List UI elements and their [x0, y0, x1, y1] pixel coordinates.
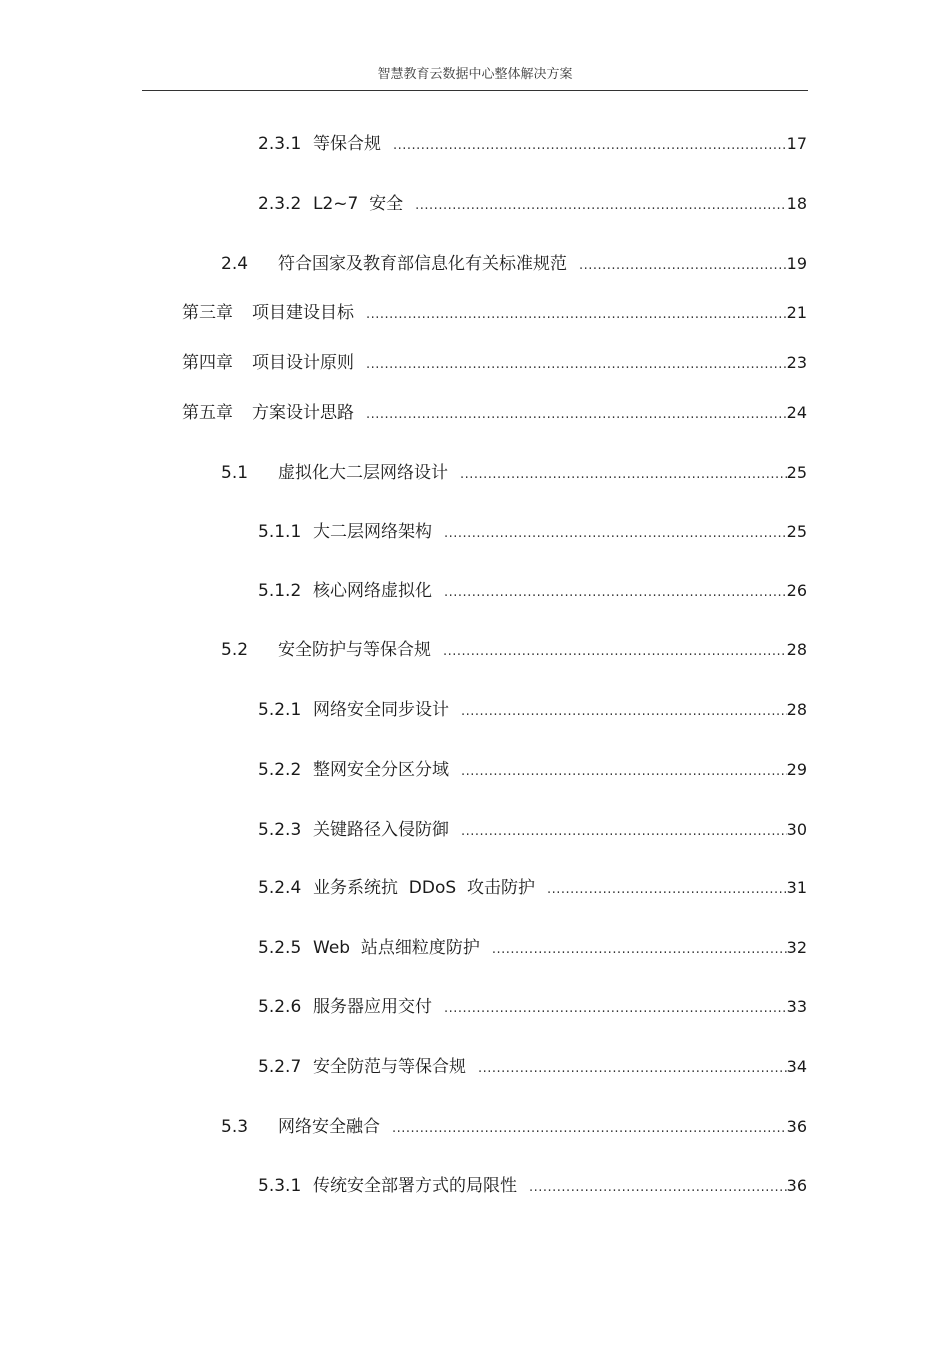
- toc-entry-number: 5.1.2: [258, 581, 302, 601]
- dot-leader: [366, 305, 787, 325]
- toc-entry[interactable]: [258, 579, 807, 603]
- toc-entry-number: 5.3.1: [258, 1176, 302, 1196]
- toc-entry-page: 29: [786, 760, 807, 779]
- toc-entry-number: 5.1.1: [258, 522, 302, 542]
- toc-entry-title: 虚拟化大二层网络设计: [278, 463, 448, 483]
- toc-entry-title: 方案设计思路: [252, 403, 354, 423]
- toc-entry-title: 大二层网络架构: [313, 522, 432, 542]
- toc-entry[interactable]: [221, 638, 807, 662]
- toc-entry-number: 5.2.3: [258, 820, 302, 840]
- toc-entry-number: 第四章: [182, 353, 233, 373]
- toc-entry[interactable]: [258, 995, 807, 1019]
- dot-leader: [461, 762, 787, 782]
- dot-leader: [492, 940, 787, 960]
- toc-entry-title: 关键路径入侵防御: [313, 820, 449, 840]
- toc-entry-title: 符合国家及教育部信息化有关标准规范: [278, 254, 567, 274]
- toc-entry[interactable]: [182, 351, 807, 375]
- toc-entry[interactable]: [258, 520, 807, 544]
- toc-entry-number: 5.2.5: [258, 938, 302, 958]
- toc-entry-page: 17: [786, 134, 807, 153]
- toc-entry[interactable]: [221, 461, 807, 485]
- toc-entry-page: 28: [786, 700, 807, 719]
- toc-entry-number: 5.2.2: [258, 760, 302, 780]
- toc-entry-page: 32: [786, 938, 807, 957]
- toc-entry-page: 25: [786, 463, 807, 482]
- toc-entry[interactable]: [258, 192, 807, 216]
- toc-entry-number: 5.2.6: [258, 997, 302, 1017]
- toc-entry-page: 36: [786, 1117, 807, 1136]
- toc-entry-title: 业务系统抗 DDoS 攻击防护: [313, 878, 535, 898]
- toc-entry-number: 5.2.1: [258, 700, 302, 720]
- toc-entry-title: 服务器应用交付: [313, 997, 432, 1017]
- toc-entry-number: 第三章: [182, 303, 233, 323]
- toc-entry-title: 网络安全融合: [278, 1117, 380, 1137]
- dot-leader: [478, 1059, 787, 1079]
- toc-entry-title: 网络安全同步设计: [313, 700, 449, 720]
- toc-entry-title: L2~7 安全: [313, 194, 404, 214]
- dot-leader: [415, 196, 786, 216]
- toc-entry-page: 19: [786, 254, 807, 273]
- toc-entry[interactable]: [221, 252, 807, 276]
- toc-entry[interactable]: [182, 401, 807, 425]
- toc-entry-page: 30: [786, 820, 807, 839]
- document-title: 智慧教育云数据中心整体解决方案: [377, 67, 573, 82]
- toc-entry-page: 36: [786, 1176, 807, 1195]
- toc-entry-page: 33: [786, 997, 807, 1016]
- dot-leader: [547, 880, 787, 900]
- dot-leader: [579, 256, 787, 276]
- toc-entry[interactable]: [258, 876, 807, 900]
- dot-leader: [444, 583, 787, 603]
- toc-entry-title: 安全防护与等保合规: [278, 640, 431, 660]
- toc-entry-title: Web 站点细粒度防护: [313, 938, 480, 958]
- toc-entry-page: 25: [786, 522, 807, 541]
- toc-entry-title: 等保合规: [313, 134, 381, 154]
- toc-entry-page: 21: [786, 303, 807, 322]
- toc-entry-page: 24: [786, 403, 807, 422]
- toc-entry-title: 安全防范与等保合规: [313, 1057, 466, 1077]
- toc-entry-number: 2.3.2: [258, 194, 302, 214]
- dot-leader: [461, 822, 787, 842]
- dot-leader: [392, 1119, 787, 1139]
- toc-entry-number: 2.4: [221, 254, 249, 274]
- toc-entry-number: 5.2.4: [258, 878, 302, 898]
- toc-entry[interactable]: [258, 1174, 807, 1198]
- toc-entry-page: 28: [786, 640, 807, 659]
- dot-leader: [460, 465, 787, 485]
- dot-leader: [461, 702, 787, 722]
- toc-entry-number: 5.2.7: [258, 1057, 302, 1077]
- dot-leader: [366, 355, 787, 375]
- toc-entry[interactable]: [221, 1115, 807, 1139]
- toc-entry-number: 5.2: [221, 640, 249, 660]
- toc-entry[interactable]: [258, 936, 807, 960]
- toc-entry-page: 23: [786, 353, 807, 372]
- toc-entry-title: 核心网络虚拟化: [313, 581, 432, 601]
- toc-entry[interactable]: [182, 301, 807, 325]
- toc-entry[interactable]: [258, 758, 807, 782]
- toc-entry-page: 31: [786, 878, 807, 897]
- dot-leader: [444, 524, 787, 544]
- toc-entry-page: 26: [786, 581, 807, 600]
- toc-entry-page: 18: [786, 194, 807, 213]
- toc-entry[interactable]: [258, 698, 807, 722]
- dot-leader: [444, 999, 787, 1019]
- toc-entry-number: 第五章: [182, 403, 233, 423]
- dot-leader: [393, 136, 787, 156]
- toc-entry-number: 5.3: [221, 1117, 249, 1137]
- toc-entry-title: 项目设计原则: [252, 353, 354, 373]
- toc-entry[interactable]: [258, 818, 807, 842]
- toc-entry-title: 整网安全分区分域: [313, 760, 449, 780]
- toc-entry-title: 项目建设目标: [252, 303, 354, 323]
- toc-entry-number: 2.3.1: [258, 134, 302, 154]
- toc-entry-number: 5.1: [221, 463, 249, 483]
- toc-entry-page: 34: [786, 1057, 807, 1076]
- dot-leader: [366, 405, 787, 425]
- dot-leader: [443, 642, 787, 662]
- toc-entry-title: 传统安全部署方式的局限性: [313, 1176, 517, 1196]
- toc-entry[interactable]: [258, 1055, 807, 1079]
- dot-leader: [529, 1178, 787, 1198]
- toc-entry[interactable]: [258, 132, 807, 156]
